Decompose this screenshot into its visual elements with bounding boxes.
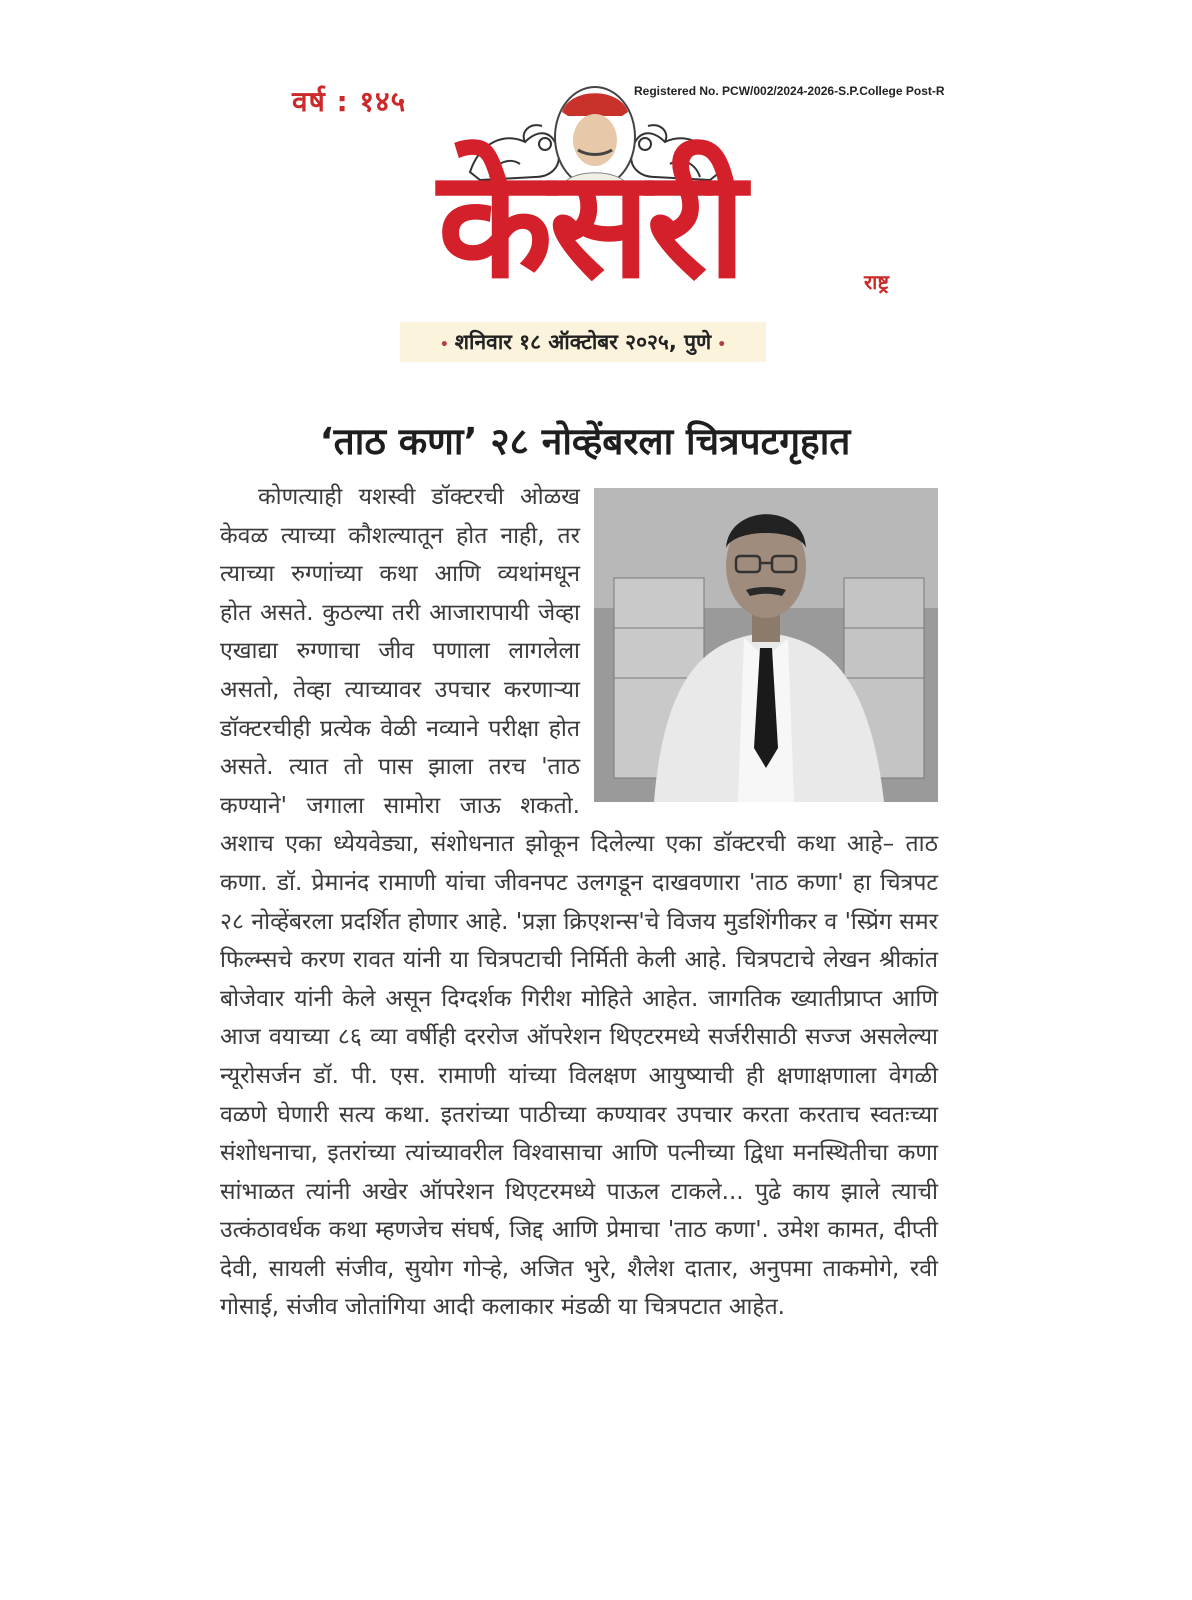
- article-body: [220, 478, 938, 1327]
- dateline-bullet-right: •: [717, 337, 727, 353]
- edition-label: राष्ट्र: [864, 270, 890, 294]
- dateline-text: शनिवार १८ ऑक्टोबर २०२५, पुणे: [454, 330, 712, 354]
- article-paragraph: कोणत्याही यशस्वी डॉक्टरची ओळख केवळ त्याच्या कौशल्यातून होत नाही, तर त्याच्या रुग्णांच्या कथा आणि व्यथांमधून होत असते. कुठल्या तरी आजारापायी जेव्हा एखाद्या रुग्णाचा जीव पणाला लागलेला असतो, तेव्हा त्याच्यावर उपचार करणाऱ्या डॉक्टरचीही प्रत्येक वेळी नव्याने परीक्षा होत असते. त्यात तो पास झाला तरच 'ताठ कण्याने' जगाला सामोरा जाऊ शकतो. अशाच एका ध्येयवेड्या, संशोधनात झोकून दिलेल्या एका डॉक्टरची कथा आहे– ताठ कणा. डॉ. प्रेमानंद रामाणी यांचा जीवनपट उलगडून दाखवणारा 'ताठ कणा' हा चित्रपट २८ नोव्हेंबरला प्रदर्शित होणार आहे. 'प्रज्ञा क्रिएशन्स'चे विजय मुडशिंगीकर व 'स्प्रिंग समर फिल्म्सचे करण रावत यांनी या चित्रपटाची निर्मिती केली आहे. चित्रपटाचे लेखन श्रीकांत बोजेवार यांनी केले असून दिग्दर्शक गिरीश मोहिते आहेत. जागतिक ख्यातीप्राप्त आणि आज वयाच्या ८६ व्या वर्षीही दररोज ऑपरेशन थिएटरमध्ये सर्जरीसाठी सज्ज असलेल्या न्यूरोसर्जन डॉ. पी. एस. रामाणी यांच्या विलक्षण आयुष्याची ही क्षणाक्षणाला वेगळी वळणे घेणारी सत्य कथा. इतरांच्या पाठीच्या कण्यावर उपचार करता करताच स्वतःच्या संशोधनाचा, इतरांच्या त्यांच्यावरील विश्वासाचा आणि पत्नीच्या द्विधा मनस्थितीचा कणा सांभाळत त्यांनी अखेर ऑपरेशन थिएटरमध्ये पाऊल टाकले... पुढे काय झाले त्याची उत्कंठावर्धक कथा म्हणजेच संघर्ष, जिद्द आणि प्रेमाचा 'ताठ कणा'. उमेश कामत, दीप्ती देवी, सायली संजीव, सुयोग गोऱ्हे, अजित भुरे, शैलेश दातार, अनुपमा ताकमोगे, रवी गोसाई, संजीव जोतांगिया आदी कलाकार मंडळी या चित्रपटात आहेत.: [220, 484, 938, 1321]
- year-label: वर्ष : १४५: [292, 85, 407, 118]
- registration-number: Registered No. PCW/002/2024-2026-S.P.College Post-R: [634, 84, 945, 98]
- photo-spacer: [580, 478, 938, 812]
- newspaper-title: केसरी: [437, 138, 743, 312]
- masthead: [280, 70, 945, 320]
- dateline-bullet-left: •: [439, 337, 449, 353]
- dateline: [400, 322, 766, 362]
- article-headline: ‘ताठ कणा’ २८ नोव्हेंबरला चित्रपटगृहात: [319, 420, 851, 463]
